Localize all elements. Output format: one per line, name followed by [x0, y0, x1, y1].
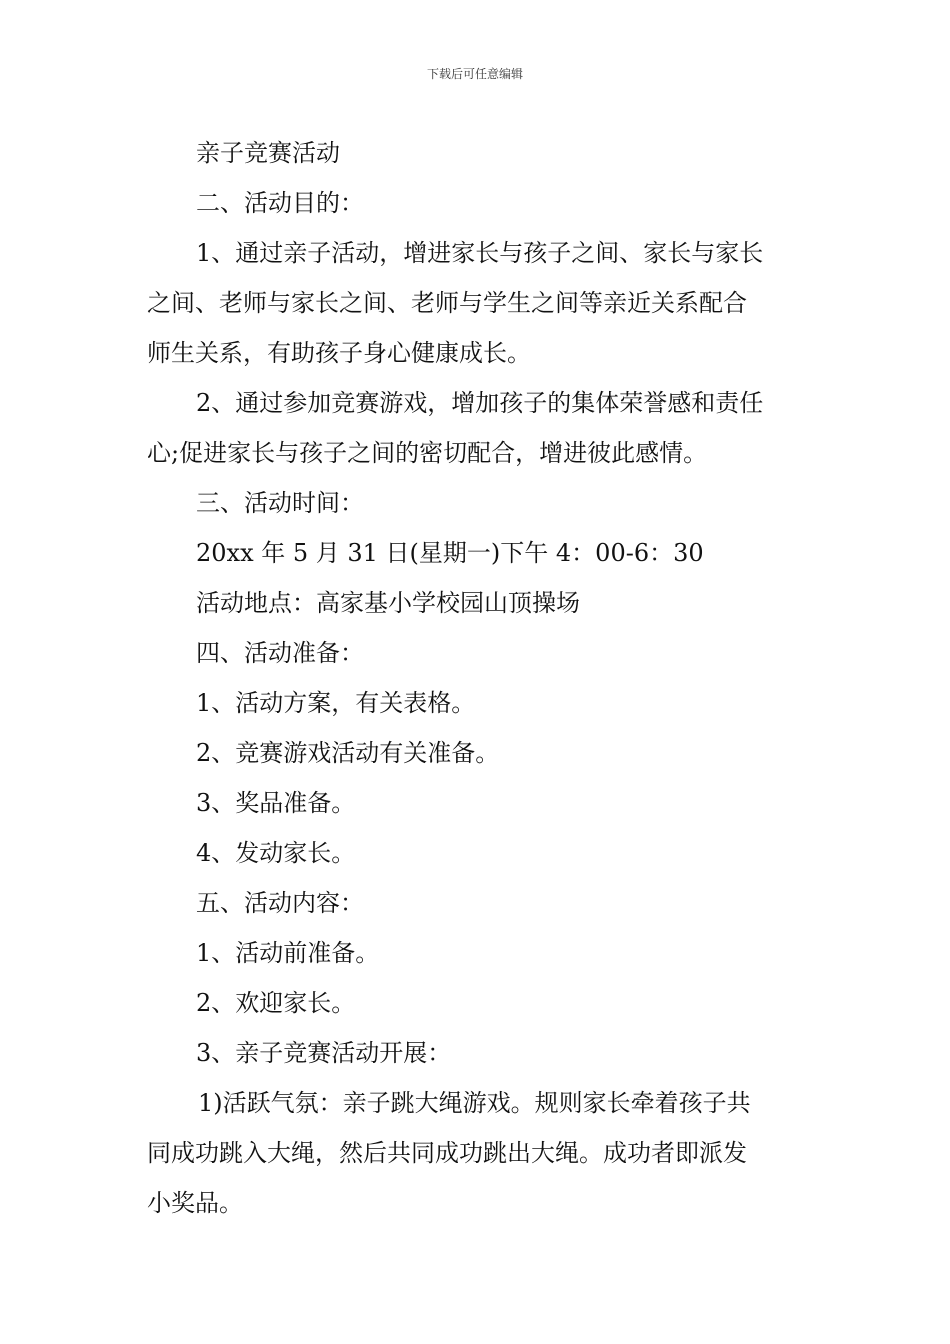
- section-heading-preparation: 四、活动准备：: [196, 639, 364, 667]
- section-heading-purpose: 二、活动目的：: [196, 189, 364, 217]
- section-heading-time: 三、活动时间：: [196, 489, 364, 517]
- activity-time: 20xx 年 5 月 31 日(星期一)下午 4：00-6：30: [196, 539, 704, 567]
- paragraph-line: 1、通过亲子活动，增进家长与孩子之间、家长与家长: [196, 239, 764, 267]
- paragraph-line: 同成功跳入大绳，然后共同成功跳出大绳。成功者即派发: [147, 1139, 747, 1167]
- list-item: 2、欢迎家长。: [196, 989, 356, 1017]
- paragraph-line: 心;促进家长与孩子之间的密切配合，增进彼此感情。: [147, 439, 708, 467]
- list-item: 4、发动家长。: [196, 839, 356, 867]
- paragraph-line: 1)活跃气氛：亲子跳大绳游戏。规则家长牵着孩子共: [198, 1089, 751, 1117]
- page-header: 下载后可任意编辑: [426, 67, 523, 81]
- list-item: 3、亲子竞赛活动开展：: [196, 1039, 452, 1067]
- paragraph-line: 师生关系，有助孩子身心健康成长。: [147, 339, 531, 367]
- list-item: 1、活动前准备。: [196, 939, 380, 967]
- section-heading-content: 五、活动内容：: [196, 889, 364, 917]
- document-body: [147, 128, 807, 1228]
- list-item: 3、奖品准备。: [196, 789, 356, 817]
- list-item: 2、竞赛游戏活动有关准备。: [196, 739, 500, 767]
- list-item: 1、活动方案，有关表格。: [196, 689, 476, 717]
- document-title: 亲子竞赛活动: [196, 139, 340, 167]
- paragraph-line: 2、通过参加竞赛游戏，增加孩子的集体荣誉感和责任: [196, 389, 764, 417]
- activity-location: 活动地点：高家基小学校园山顶操场: [196, 589, 580, 617]
- paragraph-line: 之间、老师与家长之间、老师与学生之间等亲近关系配合: [147, 289, 747, 317]
- paragraph-line: 小奖品。: [147, 1189, 243, 1217]
